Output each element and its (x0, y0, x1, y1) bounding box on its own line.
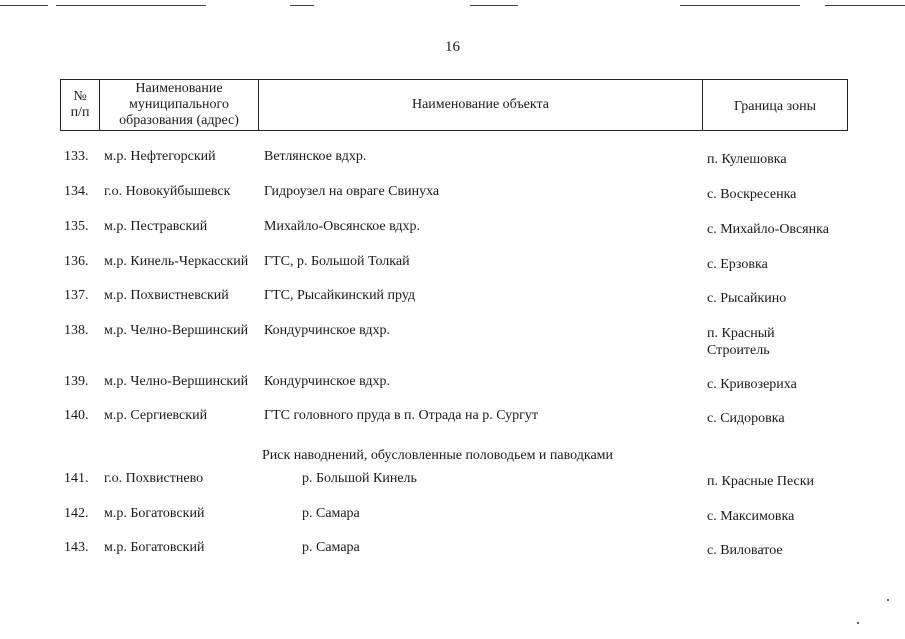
row-number: 134. (64, 184, 89, 199)
row-object: Михайло-Овсянское вдхр. (264, 219, 420, 234)
row-municipality: м.р. Богатовский (104, 540, 205, 555)
row-object: Кондурчинское вдхр. (264, 374, 391, 389)
row-zone: с. Воскресенка (707, 187, 797, 202)
row-number: 135. (64, 219, 89, 234)
scan-speck (887, 599, 889, 601)
row-number: 141. (64, 471, 89, 486)
row-object: р. Самара (302, 506, 360, 521)
row-municipality: м.р. Челно-Вершинский (104, 323, 249, 338)
row-number: 142. (64, 506, 89, 521)
row-municipality: м.р. Челно-Вершинский (104, 374, 249, 389)
header-object: Наименование объекта (411, 97, 550, 112)
row-zone: п. Красные Пески (707, 474, 815, 489)
row-object: Ветлянское вдхр. (264, 149, 367, 164)
row-object: ГТС головного пруда в п. Отрада на р. Сургут (264, 408, 539, 423)
row-zone: п. Красный Строитель (707, 326, 775, 358)
row-municipality: м.р. Сергиевский (104, 408, 208, 423)
row-number: 143. (64, 540, 89, 555)
row-municipality: м.р. Пестравский (104, 219, 208, 234)
row-zone: п. Кулешовка (707, 152, 787, 167)
scan-speck (857, 622, 859, 624)
row-municipality: г.о. Новокуйбышевск (104, 184, 231, 199)
row-zone: с. Ерзовка (707, 257, 768, 272)
row-municipality: м.р. Кинель-Черкасский (104, 254, 249, 269)
table-header (60, 79, 848, 131)
section-title: Риск наводнений, обусловленные половодьем и паводками (262, 448, 614, 463)
header-num: № п/п (70, 89, 90, 120)
row-object: р. Большой Кинель (302, 471, 417, 486)
row-zone: с. Виловатое (707, 543, 783, 558)
row-number: 140. (64, 408, 89, 423)
row-number: 138. (64, 323, 89, 338)
header-zone: Граница зоны (734, 99, 816, 114)
row-zone: с. Сидоровка (707, 411, 785, 426)
row-zone: с. Кривозериха (707, 377, 797, 392)
row-object: ГТС, Рысайкинский пруд (264, 288, 416, 303)
row-object: Гидроузел на овраге Свинуха (264, 184, 440, 199)
row-object: ГТС, р. Большой Толкай (264, 254, 410, 269)
row-zone: с. Максимовка (707, 509, 795, 524)
row-number: 139. (64, 374, 89, 389)
row-municipality: м.р. Нефтегорский (104, 149, 216, 164)
row-zone: с. Михайло-Овсянка (707, 222, 829, 237)
row-object: р. Самара (302, 540, 360, 555)
header-municipality: Наименование муниципального образования (адрес) (119, 81, 239, 128)
row-number: 136. (64, 254, 89, 269)
row-object: Кондурчинское вдхр. (264, 323, 391, 338)
row-zone: с. Рысайкино (707, 291, 787, 306)
row-number: 133. (64, 149, 89, 164)
row-municipality: г.о. Похвистнево (104, 471, 204, 486)
row-municipality: м.р. Богатовский (104, 506, 205, 521)
page-number: 16 (445, 39, 460, 55)
row-number: 137. (64, 288, 89, 303)
row-municipality: м.р. Похвистневский (104, 288, 229, 303)
